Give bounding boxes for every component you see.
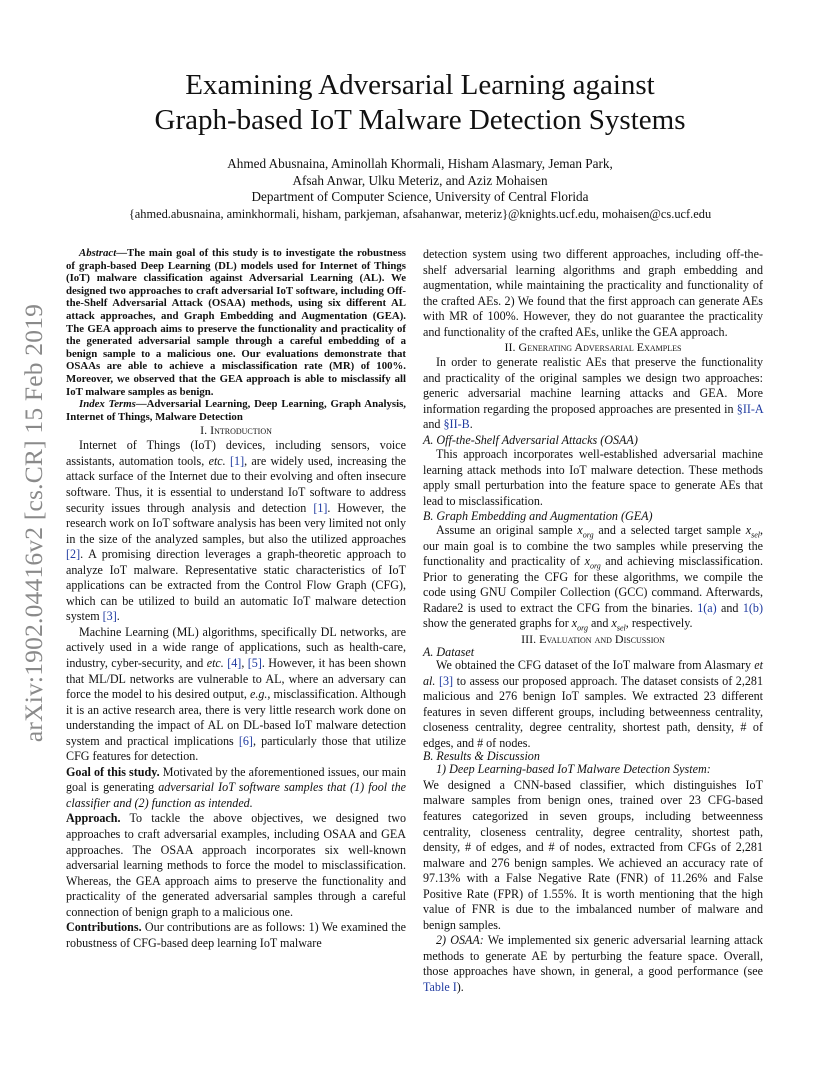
- right-column: [423, 247, 763, 996]
- subsection-heading-osaa: A. Off-the-Shelf Adversarial Attacks (OSAA): [423, 433, 638, 448]
- contributions-label: Contributions.: [66, 920, 142, 935]
- section-heading-evaluation: III. Evaluation and Discussion: [521, 632, 665, 647]
- citation-link[interactable]: [6]: [238, 733, 253, 748]
- left-column: [66, 247, 406, 951]
- osaa-results-label: 2) OSAA:: [436, 933, 484, 948]
- author-line-1: Ahmed Abusnaina, Aminollah Khormali, Hisham Alasmary, Jeman Park,: [227, 156, 613, 171]
- citation-link[interactable]: [1]: [313, 500, 328, 515]
- subsection-heading-gea: B. Graph Embedding and Augmentation (GEA): [423, 509, 653, 524]
- abstract-label: Abstract: [79, 247, 117, 259]
- index-terms-text: —Adversarial Learning, Deep Learning, Graph Analysis, Internet of Things, Malware Detection: [66, 398, 406, 423]
- dataset-paragraph: We obtained the CFG dataset of the IoT malware from Alasmary et al. [3] to assess our proposed approach. The dataset consists of 2,281 malicious and 276 benign IoT samples. We extracted 23 different features in seven different groups, including betweenness centrality, closeness centrality, degree centrality, shortest path, density, # of edges, and # of nodes.: [423, 658, 764, 750]
- abstract: [66, 247, 406, 398]
- dl-detection-heading: 1) Deep Learning-based IoT Malware Detection System:: [436, 762, 711, 777]
- section-link[interactable]: §II-A: [736, 401, 763, 416]
- math-x-org: $x_{org}$: [577, 523, 594, 540]
- intro-paragraph-1: Internet of Things (IoT) devices, including sensors, voice assistants, automation tools, etc. [1], are widely used, increasing the attack surface of the Internet due to their evolving and often insecure software. Thus, it is essential to understand IoT software to address security issues through analysis and detection [1]. However, the research work on IoT software analysis has been very limited not only in the size of the analyzed samples, but also the utilized approaches [2]. A promising direction leverages a graph-theoretic approach to analyze IoT malware. Representative static characteristics of IoT applications can be extracted from the Control Flow Graph (CFG), which can be utilized to build an automatic IoT malware detection system [3].: [66, 438, 407, 624]
- math-x-org: $x_{org}$: [571, 616, 588, 633]
- citation-link[interactable]: [2]: [66, 547, 81, 562]
- author-emails: {ahmed.abusnaina, aminkhormali, hisham, parkjeman, afsahanwar, meteriz}@knights.ucf.edu, mohaisen@cs.ucf.edu: [128, 206, 712, 221]
- paper-title: [70, 68, 770, 138]
- section-link[interactable]: §II-B: [443, 417, 470, 432]
- goal-label: Goal of this study.: [66, 764, 160, 779]
- abstract-text: —The main goal of this study is to investigate the robustness of graph-based Deep Learning (DL) models used for Internet of Things (IoT) malware classification against Adversarial Learning (AL). We designed two approaches to craft adversarial IoT software, including Off-the-Shelf Adversarial Attack (OSAA) methods, using six different AL attack approaches, and Graph Embedding and Augmentation (GEA). The GEA approach aims to preserve the functionality and practicality of the generated adversarial sample through a careful embedding of a benign sample to a malicious one. Our evaluations demonstrate that OSAAs are able to achieve a misclassification rate (MR) of 100%. Moreover, we observed that the GEA approach is able to misclassify all IoT malware samples as benign.: [66, 247, 406, 398]
- contributions-paragraph: Contributions. Our contributions are as follows: 1) We examined the robustness of CFG-based deep learning IoT malware: [66, 920, 406, 950]
- figure-link[interactable]: 1(b): [742, 600, 763, 615]
- title-line-1: Examining Adversarial Learning against: [185, 69, 655, 101]
- generating-paragraph: In order to generate realistic AEs that preserve the functionality and practicality of the original samples we design two approaches: generic adversarial machine learning attacks and GEA. More information regarding the proposed approaches are presented in §II-A and §II-B.: [423, 355, 763, 432]
- subsection-heading-results: B. Results & Discussion: [423, 749, 540, 764]
- title-line-2: Graph-based IoT Malware Detection Systems: [154, 104, 686, 136]
- section-heading-generating: II. Generating Adversarial Examples: [504, 340, 682, 355]
- osaa-paragraph: This approach incorporates well-established adversarial machine learning attack methods into IoT malware detection. These methods apply small perturbation into the feature space to generate AEs that lead to misclassification.: [423, 447, 763, 508]
- approach-label: Approach.: [66, 811, 121, 826]
- citation-link[interactable]: [1]: [225, 453, 245, 468]
- contributions-continued: detection system using two different approaches, including off-the-shelf adversarial learning algorithms and graph embedding and augmentation, while maintaining the practicality and functionality of the crafted AEs. 2) We found that the first approach can generate AEs with MR of 100%. However, they do not guarantee the practicality and functionality of the crafted AEs, unlike the GEA approach.: [423, 247, 763, 339]
- author-block: [70, 156, 770, 222]
- math-x-sel: $x_{sel}$: [611, 616, 626, 633]
- figure-link[interactable]: 1(a): [697, 600, 717, 615]
- table-link[interactable]: Table I: [423, 979, 457, 994]
- affiliation: Department of Computer Science, University of Central Florida: [251, 189, 589, 204]
- arxiv-identifier: arXiv:1902.04416v2 [cs.CR] 15 Feb 2019: [19, 303, 48, 743]
- gea-paragraph: Assume an original sample $x_{org}$ and a selected target sample $x_{sel}$, our main goal is to combine the two samples while preserving the functionality and practicality of $x_{org}$ and achieving misclassification. Prior to generating the CFG for these algorithms, we compile the code using GNU Compiler Collection (GCC) command. Afterwards, Radare2 is used to extract the CFG from the binaries. 1(a) and 1(b) show the generated graphs for $x_{org}$ and $x_{sel}$, respectively.: [423, 523, 763, 633]
- citation-link[interactable]: [3]: [435, 673, 454, 688]
- index-terms-label: Index Terms: [79, 398, 136, 411]
- math-x-org: $x_{org}$: [584, 554, 601, 571]
- dl-detection-paragraph: We designed a CNN-based classifier, which distinguishes IoT malware samples from benign ones, trained over 23 CFG-based features categorized in seven groups, including betweenness centrality, closeness centrality, degree centrality, shortest path, density, # of edges, and # of nodes, extracted from CFGs of 2,281 malware and 276 benign samples. We achieved an accuracy rate of 97.13% with a False Negative Rate (FNR) of 11.26% and False Positive Rate (FPR) of 1.55%. It is worth mentioning that the high value of FNR is due to the imbalanced number of malware and benign samples.: [423, 777, 763, 932]
- math-x-sel: $x_{sel}$: [745, 523, 760, 540]
- section-heading-introduction: I. Introduction: [200, 423, 272, 438]
- osaa-results-paragraph: 2) OSAA: We implemented six generic adversarial learning attack methods to generate AE by perturbing the feature space. Overall, those approaches have shown, in general, a good performance (see Table I).: [423, 933, 763, 994]
- intro-paragraph-2: Machine Learning (ML) algorithms, specifically DL networks, are actively used in a wide range of applications, such as health-care, industry, cyber-security, and etc. [4], [5]. However, it has been shown that ML/DL networks are vulnerable to AL, where an adversary can force the model to his desired output, e.g., misclassification. Although it is an active research area, there is very little research work done on understanding the impact of AL on DL-based IoT malware detection system and practical implications [6], particularly those that utilize CFG features for detection.: [66, 624, 406, 764]
- author-line-2: Afsah Anwar, Ulku Meteriz, and Aziz Mohaisen: [292, 172, 548, 188]
- goal-paragraph: Goal of this study. Motivated by the aforementioned issues, our main goal is generating adversarial IoT software samples that (1) fool the classifier and (2) function as intended.: [66, 764, 406, 810]
- arxiv-side-stamp: [14, 288, 54, 758]
- subsection-heading-dataset: A. Dataset: [423, 645, 475, 660]
- citation-link[interactable]: [5]: [247, 655, 262, 670]
- index-terms: [66, 398, 406, 423]
- citation-link[interactable]: [4]: [223, 655, 242, 670]
- citation-link[interactable]: [3]: [102, 609, 117, 624]
- approach-paragraph: Approach. To tackle the above objectives, we designed two approaches to craft adversarial examples, including OSAA and GEA approaches. The OSAA approach incorporates six well-known adversarial learning methods to force the model to misclassification. Whereas, the GEA approach aims to preserve the functionality and practicality of the generated adversarial samples through a careful connection of benign graph to a malicious one.: [66, 811, 406, 919]
